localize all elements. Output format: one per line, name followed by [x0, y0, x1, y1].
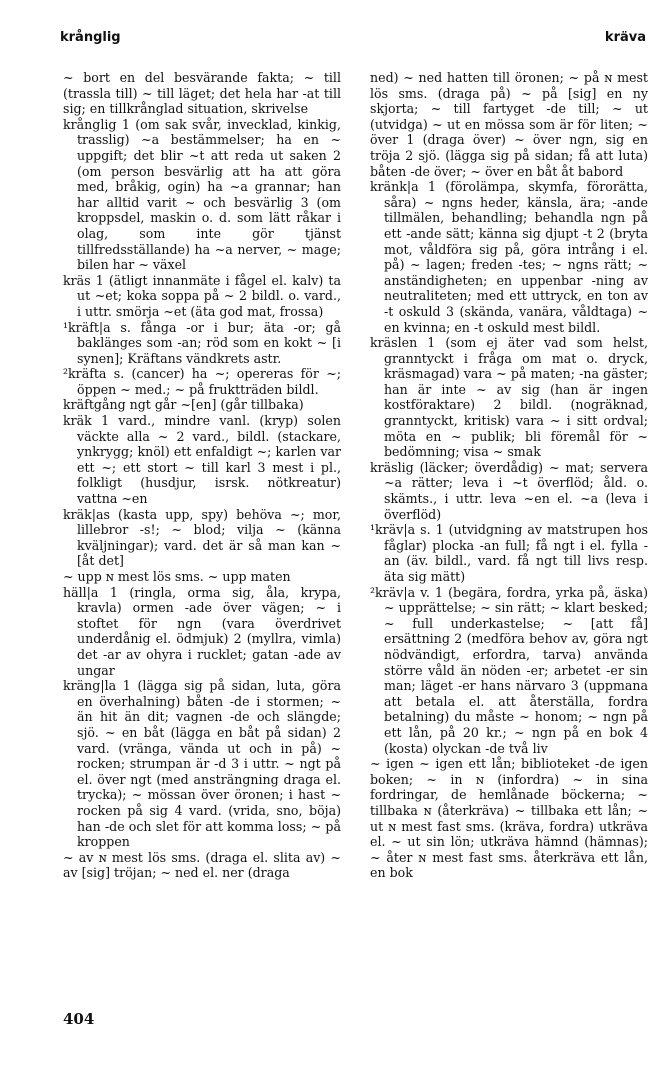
dictionary-entry: kräslen 1 (som ej äter vad som helst, granntyckt i fråga om mat o. dryck, kräsmagad) vara ~ på maten; -na gäster; han är inte ~ av sig (han är ingen kostföraktare) 2 bildl. (nogräknad, granntyckt, kritisk) vara ~ i sitt ordval; möta en ~ publik; bli föremål för ~ bedömning; visa ~ smak: [370, 335, 648, 460]
dictionary-entry: ~ av ɴ mest lös sms. (draga el. slita av) ~ av [sig] tröjan; ~ ned el. ner (draga: [63, 849, 341, 881]
dictionary-entry: kräk 1 vard., mindre vanl. (kryp) solen väckte alla ~ 2 vard., bildl. (stackare, ynkrygg; knöl) ett enfaldigt ~; karlen var ett ~; ett stort ~ till karl 3 mest i pl., folkligt (husdjur, isrsk. nötkreatur) vattna ~en: [63, 413, 341, 507]
dictionary-entry: kräs 1 (ätligt innanmäte i fågel el. kalv) ta ut ~et; koka soppa på ~ 2 bildl. o. vard., i uttr. smörja ~et (äta god mat, frossa): [63, 272, 341, 319]
dictionary-entry: kräk|as (kasta upp, spy) behöva ~; mor, lillebror -s!; ~ blod; vilja ~ (känna kväljningar); vard. det är så man kan ~ [åt det]: [63, 506, 341, 569]
dictionary-entry: kränk|a 1 (förolämpa, skymfa, förorätta, såra) ~ ngns heder, känsla, ära; -ande tillmälen, behandling; behandla ngn på ett -ande sätt; känna sig djupt -t 2 (bryta mot, våldföra sig på, göra intrång i el. på) ~ lagen; freden -tes; ~ ngns rätt; ~ anständigheten; en uppenbar -ning av neutraliteten; med ett uttryck, en ton av -t oskuld 3 (skända, vanära, våldtaga) ~ en kvinna; en -t oskuld mest bildl.: [370, 179, 648, 335]
dictionary-entry: kräftgång ngt går ~[en] (går tillbaka): [63, 397, 304, 413]
dictionary-entry: ~ bort en del besvärande fakta; ~ till (trassla till) ~ till läget; det hela har -at till sig; en tillkrånglad situation, skrivelse: [63, 70, 341, 117]
dictionary-entry: kräng|la 1 (lägga sig på sidan, luta, göra en överhalning) båten -de i stormen; ~ än hit än dit; vagnen -de och slängde; sjö. ~ en båt (lägga en båt på sidan) 2 vard. (vränga, vända ut och in på) ~ rocken; strumpan är -d 3 i uttr. ~ ngt på el. över ngt (med ansträngning draga el. trycka); ~ mössan över öronen; i hast ~ rocken på sig 4 vard. (vrida, sno, böja) han -de och slet för att komma loss; ~ på kroppen: [63, 678, 341, 850]
dictionary-entry: ¹kräv|a s. 1 (utvidgning av matstrupen hos fåglar) plocka -an full; få ngt i el. fylla -an (äv. bildl., vard. få ngt till livs resp. äta sig mätt): [370, 522, 648, 584]
right-column: [370, 70, 648, 881]
dictionary-entry: krånglig 1 (om sak svår, invecklad, kinkig, trasslig) ~a bestämmelser; ha en ~ uppgift; det blir ~t att reda ut saken 2 (om person besvärlig att ha att göra med, bråkig, ogin) ha ~a grannar; han har alltid varit ~ och besvärlig 3 (om kroppsdel, maskin o. d. som lätt råkar i olag, som inte gör tjänst tillfredsställande) ha ~a nerver, ~ mage; bilen har ~ växel: [63, 116, 341, 273]
guide-word-left: krånglig: [60, 30, 121, 45]
dictionary-entry: ~ igen ~ igen ett lån; biblioteket -de igen boken; ~ in ɴ (infordra) ~ in sina fordringar, de hemlånade böckerna; ~ tillbaka ɴ (återkräva) ~ tillbaka ett lån; ~ ut ɴ mest fast sms. (kräva, fordra) utkräva el. ~ ut sin lön; utkräva hämnd (hämnas); ~ åter ɴ mest fast sms. återkräva ett lån, en bok: [370, 756, 648, 881]
page-number: 404: [63, 1010, 95, 1028]
dictionary-entry: ²kräfta s. (cancer) ha ~; opereras för ~; öppen ~ med.; ~ på fruktträden bildl.: [63, 366, 341, 397]
dictionary-entry: ned) ~ ned hatten till öronen; ~ på ɴ mest lös sms. (draga på) ~ på [sig] en ny skjorta; ~ till fartyget -de till; ~ ut (utvidga) ~ ut en mössa som är för liten; ~ över 1 (draga över) ~ över ngn, sig en tröja 2 sjö. (lägga sig på sidan; få att luta) båten -de över; ~ över en båt åt babord: [370, 70, 648, 179]
dictionary-entry: ²kräv|a v. 1 (begära, fordra, yrka på, äska) ~ upprättelse; ~ sin rätt; ~ klart besked; ~ full underkastelse; ~ [att få] ersättning 2 (medföra behov av, göra ngt nödvändigt, erfordra, tarva) använda större våld än nöden -er; arbetet -er sin man; läget -er hans närvaro 3 (uppmana att betala el. att återställa, fordra betalning) du måste ~ honom; ~ ngn på ett lån, på 20 kr.; ~ ngn på en bok 4 (kosta) olyckan -de två liv: [370, 584, 648, 756]
dictionary-entry: häll|a 1 (ringla, orma sig, åla, krypa, kravla) ormen -ade över vägen; ~ i stoftet för ngn (vara överdrivet underdånig el. ödmjuk) 2 (myllra, vimla) det -ar av ohyra i rucklet; gatan -ade av ungar: [63, 584, 341, 678]
dictionary-entry: ~ upp ɴ mest lös sms. ~ upp maten: [63, 569, 291, 584]
guide-word-right: kräva: [604, 30, 646, 45]
dictionary-entry: kräslig (läcker; överdådig) ~ mat; servera ~a rätter; leva i ~t överflöd; åld. o. skämts., i uttr. leva ~en el. ~a (leva i överflöd): [370, 459, 648, 522]
left-column: [63, 70, 341, 881]
dictionary-entry: ¹kräft|a s. fånga -or i bur; äta -or; gå baklänges som -an; röd som en kokt ~ [i synen]; Kräftans vändkrets astr.: [63, 319, 341, 366]
